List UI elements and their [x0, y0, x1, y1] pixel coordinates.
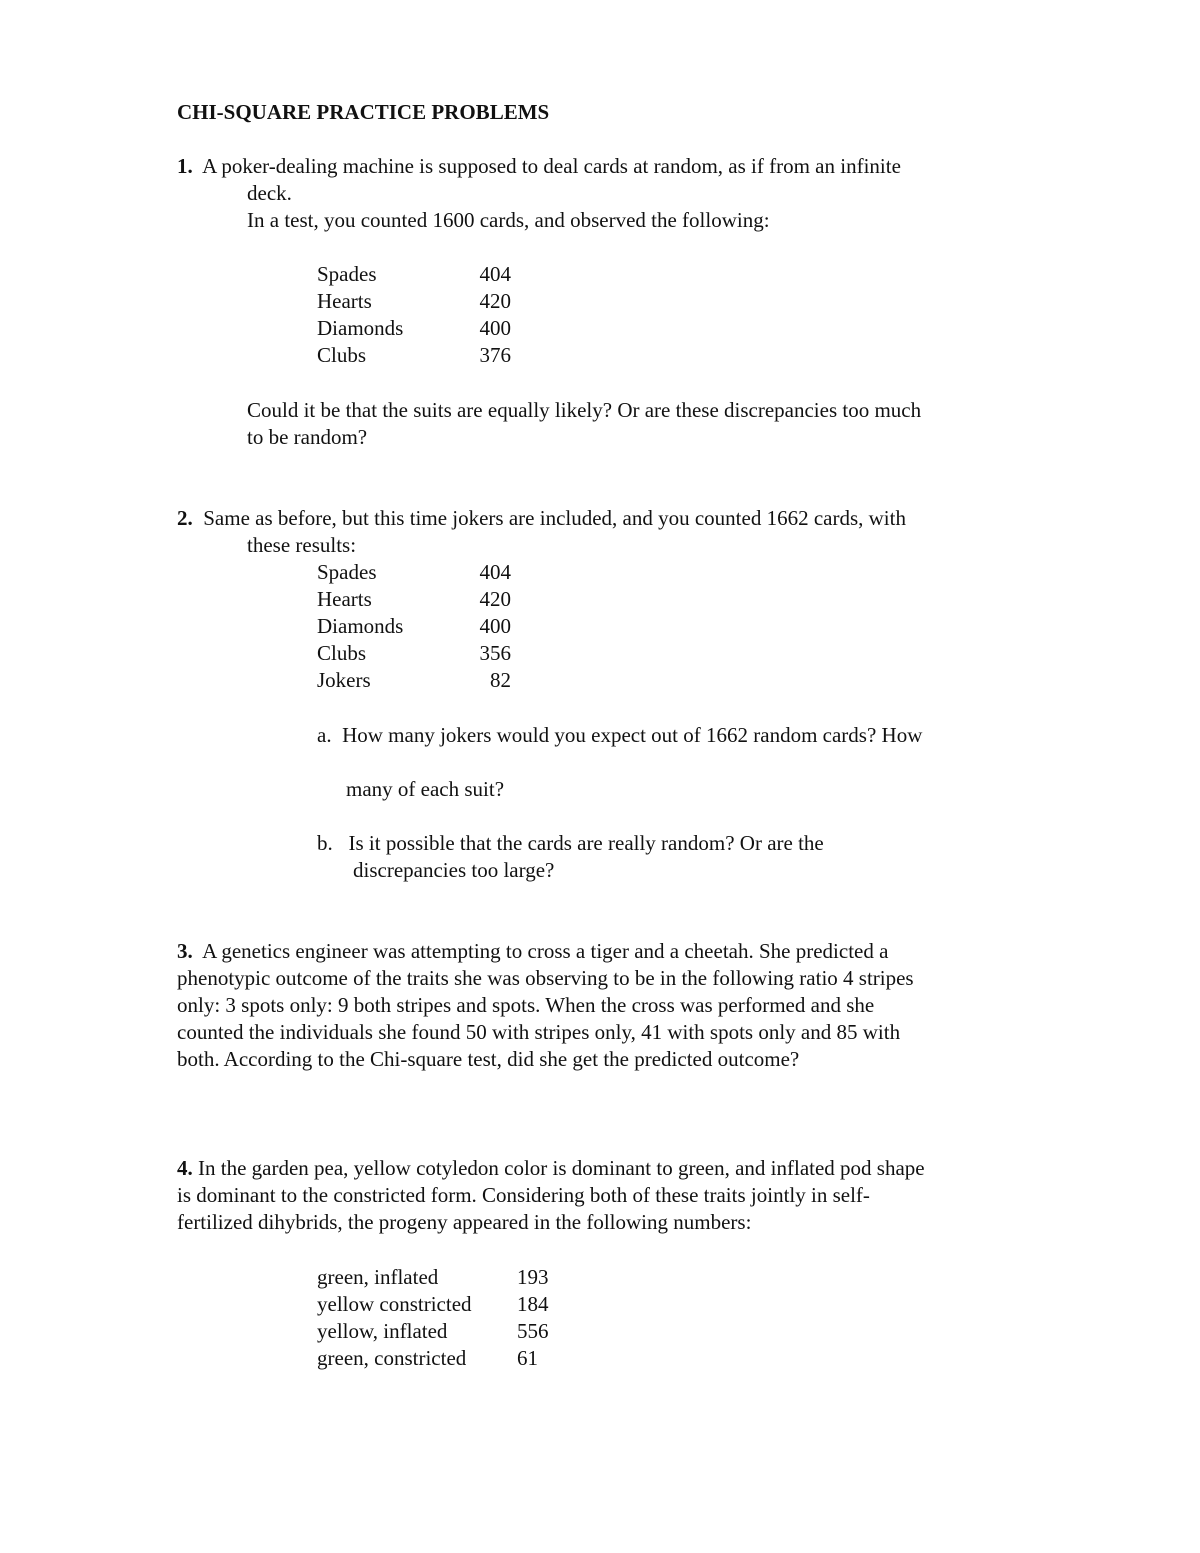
- problem-1-line-2: deck.: [247, 181, 292, 205]
- page-title: CHI-SQUARE PRACTICE PROBLEMS: [177, 100, 550, 124]
- problem-4-line-3: fertilized dihybrids, the progeny appeared in the following numbers:: [177, 1210, 752, 1234]
- part-a-label: a.: [317, 723, 332, 747]
- problem-3-line-5: both. According to the Chi-square test, did she get the predicted outcome?: [177, 1047, 800, 1071]
- table-row: [317, 1291, 587, 1318]
- problem-4-line-2: is dominant to the constricted form. Considering both of these traits jointly in self-: [177, 1183, 870, 1207]
- problem-1-line-3: In a test, you counted 1600 cards, and observed the following:: [247, 208, 770, 232]
- problem-1-text-1: A poker-dealing machine is supposed to deal cards at random, as if from an infinite: [202, 154, 901, 178]
- problem-2-part-b-line-2: discrepancies too large?: [353, 858, 555, 882]
- problem-4-table: [317, 1264, 587, 1372]
- table-row: [317, 667, 517, 694]
- problem-3-line-1: [177, 938, 888, 965]
- row-value: 400: [479, 316, 511, 340]
- table-row: [317, 613, 517, 640]
- row-value: 193: [517, 1265, 549, 1289]
- row-label: Spades: [317, 560, 377, 584]
- problem-1-line-1: [177, 153, 901, 180]
- part-b-label: b.: [317, 831, 333, 855]
- row-value: 420: [479, 289, 511, 313]
- table-row: [317, 1345, 587, 1372]
- row-value: 404: [479, 560, 511, 584]
- problem-2-line-1: [177, 505, 906, 532]
- table-row: [317, 1318, 587, 1345]
- row-value: 356: [479, 641, 511, 665]
- problem-3-line-3: only: 3 spots only: 9 both stripes and spots. When the cross was performed and she: [177, 993, 875, 1017]
- table-row: [317, 640, 517, 667]
- row-value: 420: [479, 587, 511, 611]
- row-label: Diamonds: [317, 614, 404, 638]
- row-label: yellow constricted: [317, 1292, 472, 1316]
- row-label: yellow, inflated: [317, 1319, 448, 1343]
- row-value: 61: [517, 1346, 538, 1370]
- table-row: [317, 261, 517, 288]
- row-label: Clubs: [317, 343, 367, 367]
- row-label: green, inflated: [317, 1265, 439, 1289]
- problem-4-line-1: [177, 1155, 925, 1182]
- problem-3-line-4: counted the individuals she found 50 with stripes only, 41 with spots only and 85 with: [177, 1020, 901, 1044]
- row-value: 376: [479, 343, 511, 367]
- problem-2-table: [317, 559, 517, 694]
- row-label: Hearts: [317, 289, 372, 313]
- row-label: Clubs: [317, 641, 367, 665]
- problem-2-part-b-line-1: [317, 830, 824, 857]
- row-label: green, constricted: [317, 1346, 467, 1370]
- table-row: [317, 342, 517, 369]
- row-label: Jokers: [317, 668, 371, 692]
- part-b-text: Is it possible that the cards are really random? Or are the: [348, 831, 824, 855]
- problem-2-text-1: Same as before, but this time jokers are included, and you counted 1662 cards, with: [203, 506, 906, 530]
- problem-4-number: 4.: [177, 1156, 193, 1180]
- problem-1-question-1: Could it be that the suits are equally likely? Or are these discrepancies too much: [247, 398, 922, 422]
- problem-2-number: 2.: [177, 506, 193, 530]
- table-row: [317, 559, 517, 586]
- row-value: 184: [517, 1292, 549, 1316]
- problem-4-text-1: In the garden pea, yellow cotyledon color is dominant to green, and inflated pod shape: [198, 1156, 925, 1180]
- part-a-text: How many jokers would you expect out of 1662 random cards? How: [342, 723, 923, 747]
- table-row: [317, 586, 517, 613]
- table-row: [317, 1264, 587, 1291]
- row-value: 556: [517, 1319, 549, 1343]
- problem-1-question-2: to be random?: [247, 425, 368, 449]
- row-value: 82: [490, 668, 511, 692]
- row-value: 404: [479, 262, 511, 286]
- table-row: [317, 288, 517, 315]
- table-row: [317, 315, 517, 342]
- problem-1-number: 1.: [177, 154, 193, 178]
- problem-3-text-1: A genetics engineer was attempting to cross a tiger and a cheetah. She predicted a: [202, 939, 889, 963]
- problem-2-part-a-line-2: many of each suit?: [346, 777, 505, 801]
- problem-3-number: 3.: [177, 939, 193, 963]
- problem-3-line-2: phenotypic outcome of the traits she was observing to be in the following ratio 4 stripes: [177, 966, 914, 990]
- problem-2-part-a-line-1: [317, 722, 922, 749]
- row-label: Spades: [317, 262, 377, 286]
- problem-2-line-2: these results:: [247, 533, 357, 557]
- row-value: 400: [479, 614, 511, 638]
- row-label: Hearts: [317, 587, 372, 611]
- problem-1-table: [317, 261, 517, 369]
- row-label: Diamonds: [317, 316, 404, 340]
